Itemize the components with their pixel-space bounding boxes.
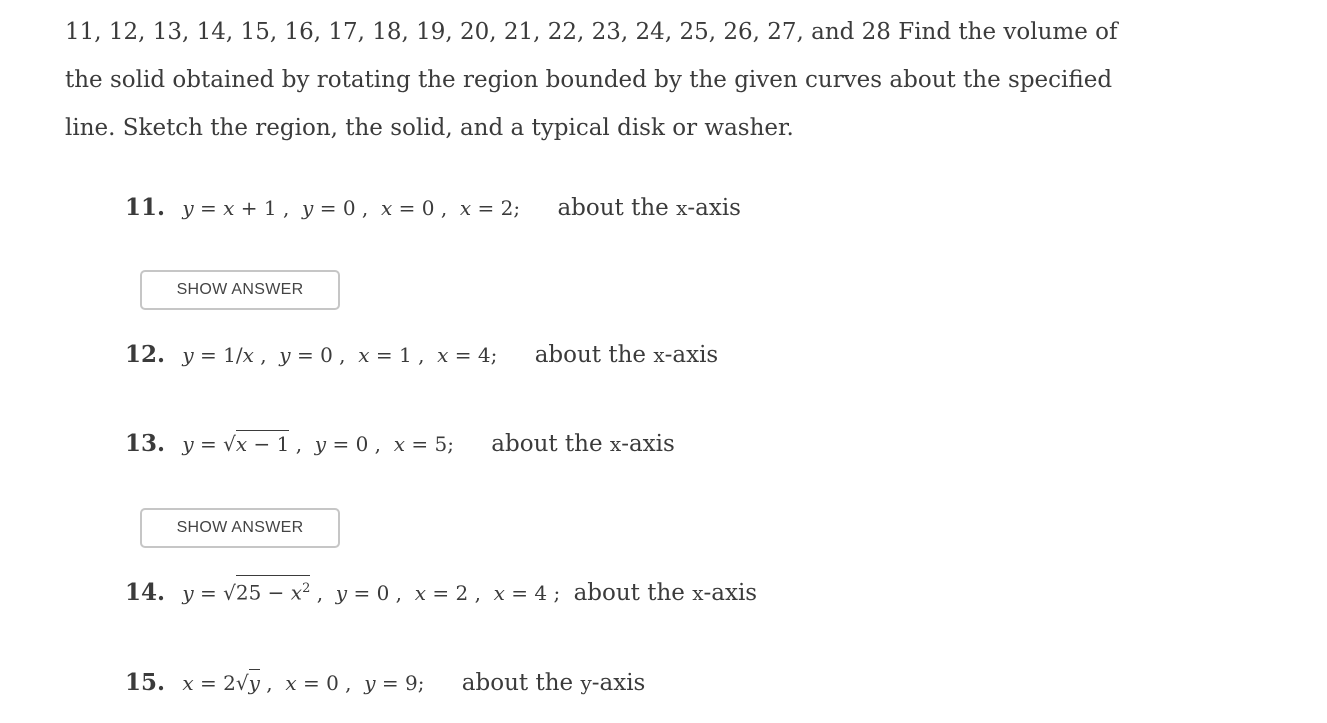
problem-equations: y = 1/x , y = 0 , x = 1 , x = 4;: [182, 343, 498, 367]
problem-15: [125, 663, 645, 703]
problem-14: [125, 573, 757, 613]
problem-equations: y = √x − 1 , y = 0 , x = 5;: [182, 432, 454, 456]
rotation-axis: about the x-axis: [557, 195, 741, 221]
rotation-axis: about the x-axis: [491, 431, 675, 457]
rotation-axis: about the y-axis: [461, 670, 646, 696]
problem-11: [125, 188, 741, 228]
show-answer-button[interactable]: SHOW ANSWER: [140, 508, 340, 548]
problem-number: 12.: [125, 341, 166, 368]
problem-13: [125, 424, 675, 464]
problem-number: 11.: [125, 194, 166, 221]
problem-number: 14.: [125, 579, 166, 606]
problem-equations: y = x + 1 , y = 0 , x = 0 , x = 2;: [182, 196, 521, 220]
problem-number: 13.: [125, 430, 166, 457]
problem-number: 15.: [125, 669, 166, 696]
rotation-axis: about the x-axis: [534, 342, 719, 368]
problem-12: [125, 335, 718, 375]
rotation-axis: about the x-axis: [573, 580, 758, 606]
problem-set-intro: 11, 12, 13, 14, 15, 16, 17, 18, 19, 20, 21, 22, 23, 24, 25, 26, 27, and 28 Find the volume of the solid obtained by rotating the region bounded by the given curves about the specified line. Sketch the region, the solid, and a typical disk or washer.: [65, 19, 1118, 141]
problem-equations: x = 2√y , x = 0 , y = 9;: [182, 671, 425, 695]
show-answer-button[interactable]: SHOW ANSWER: [140, 270, 340, 310]
problem-equations: $y = √25 - x^2$ , y = 0 , x = 2 , x = 4 ;: [182, 581, 560, 605]
